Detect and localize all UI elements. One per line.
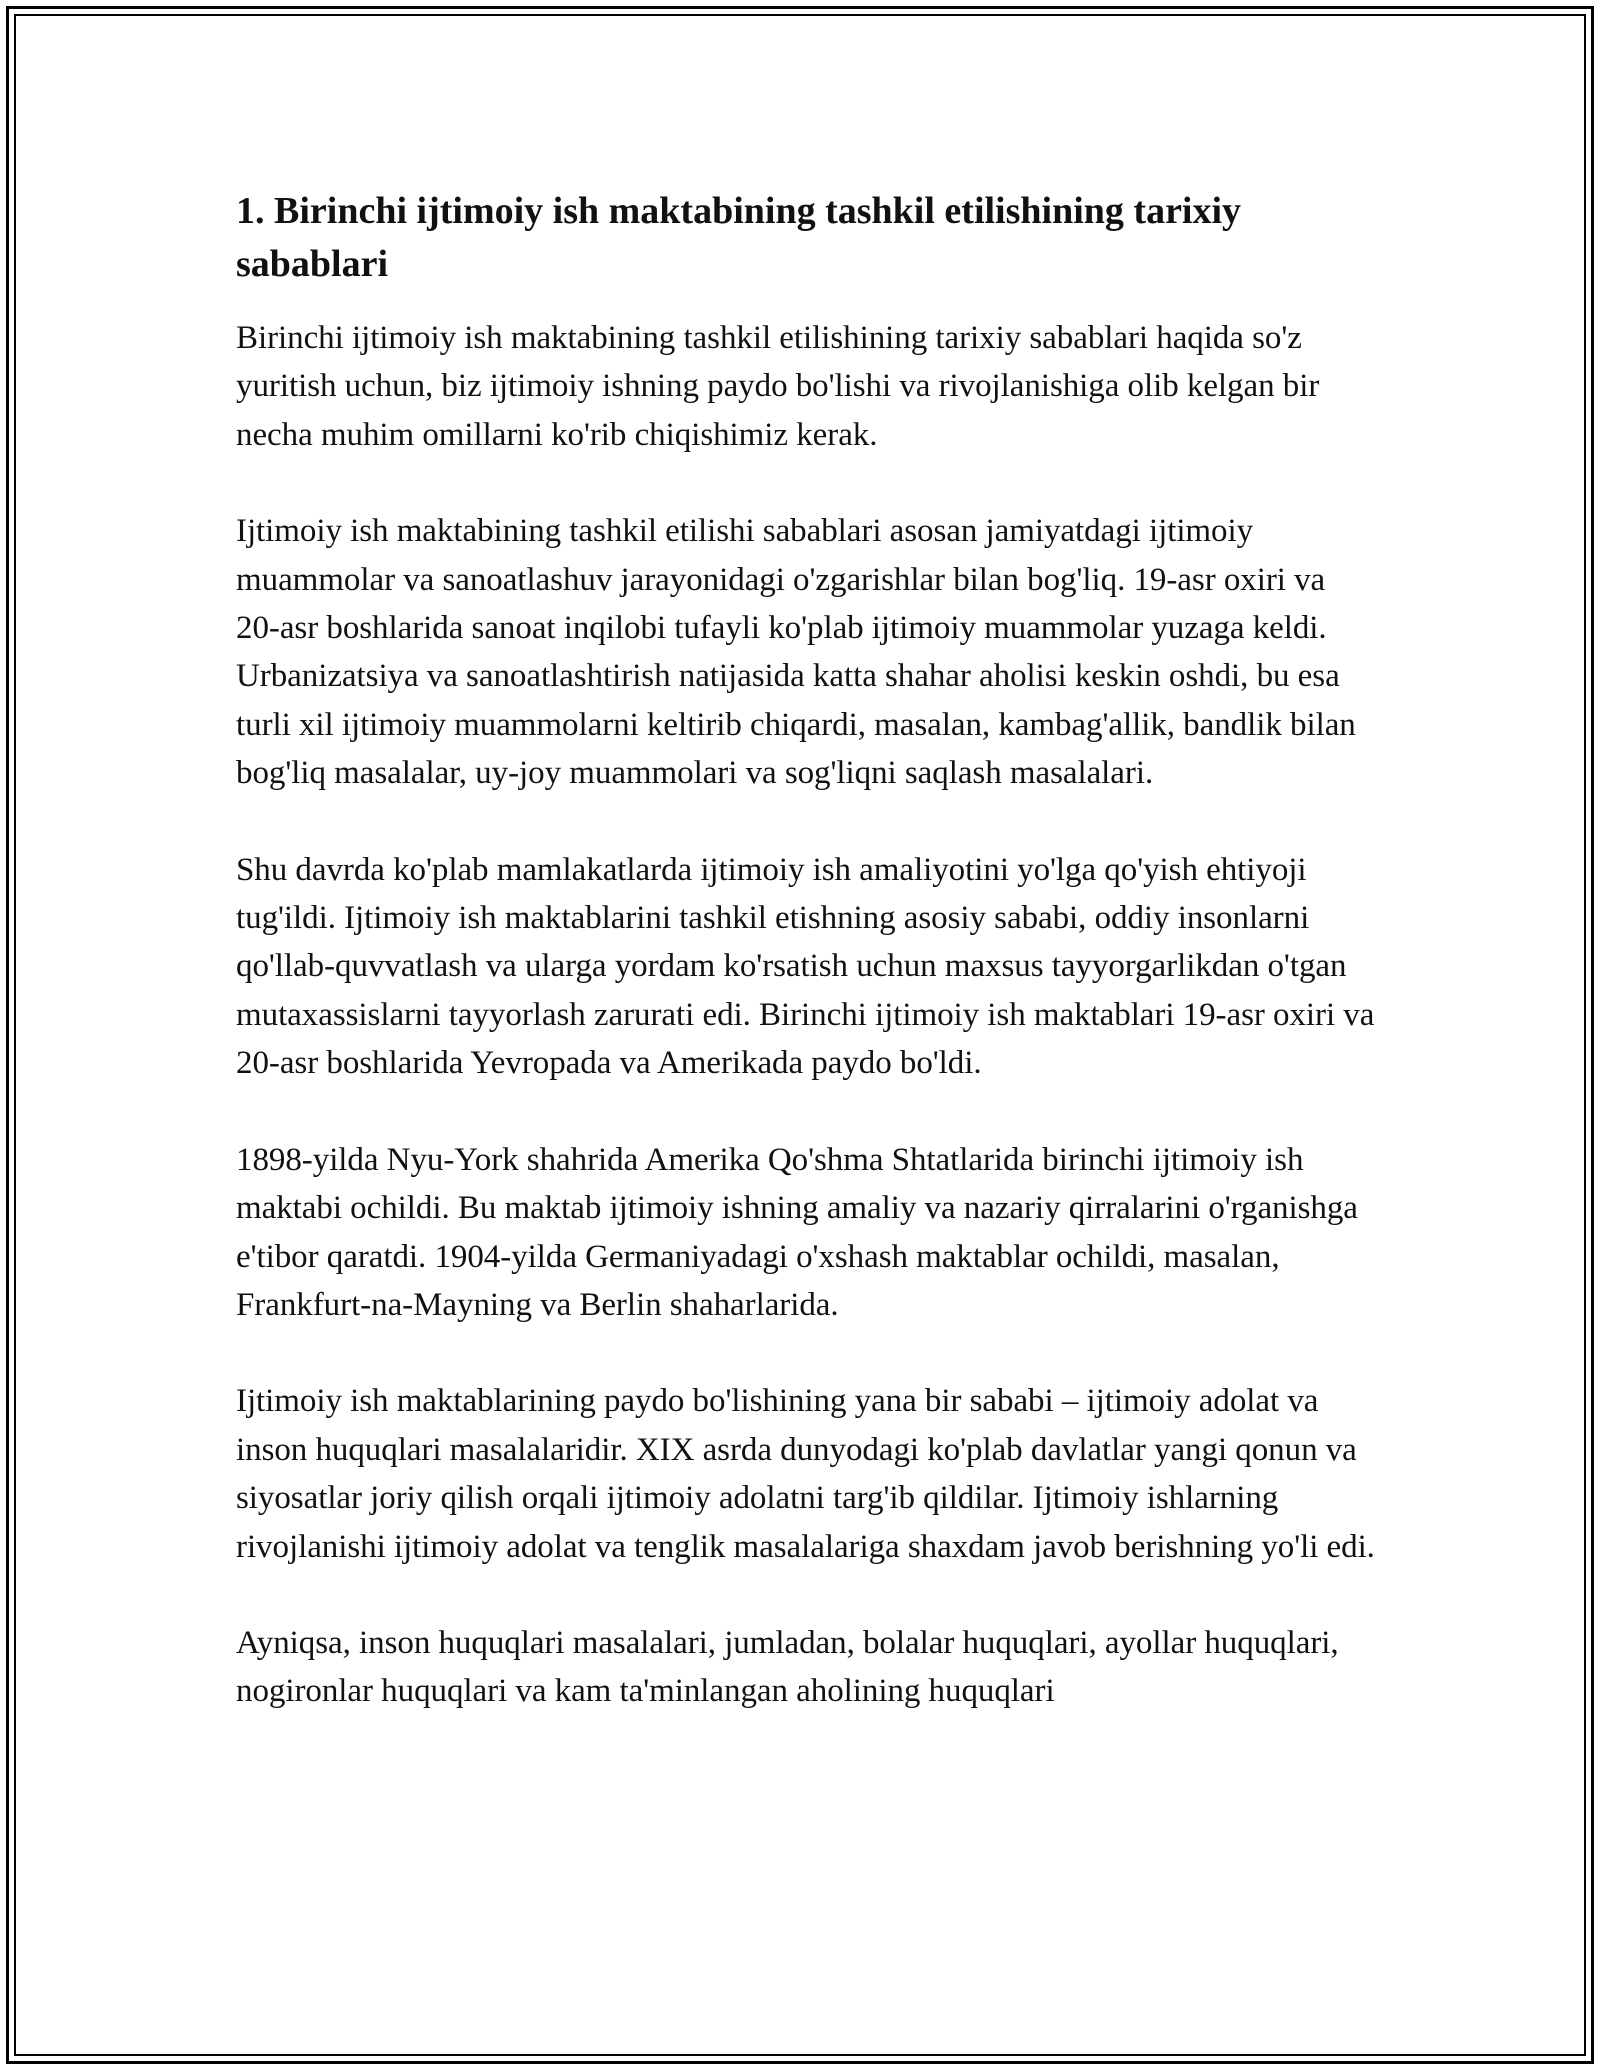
section-heading: 1. Birinchi ijtimoiy ish maktabining tashkil etilishining tarixiy sabablari (236, 190, 1242, 285)
paragraph-5: Ijtimoiy ish maktablarining paydo bo'lishining yana bir sababi – ijtimoiy adolat va inson huquqlari masalalaridir. XIX asrda dunyodagi ko'plab davlatlar yangi qonun va siyosatlar joriy qilish orqali ijtimoiy adolatni targ'ib qildilar. Ijtimoiy ishlarning rivojlanishi ijtimoiy adolat va tenglik masalalariga shaxdam javob berishning yo'li edi. (236, 1383, 1375, 1565)
paragraph-6: Ayniqsa, inson huquqlari masalalari, jumladan, bolalar huquqlari, ayollar huquqlari, nogironlar huquqlari va kam ta'minlangan aholining huquqlari (236, 1624, 1339, 1710)
document-body (236, 185, 1376, 1764)
paragraph-4: 1898-yilda Nyu-York shahrida Amerika Qo'shma Shtatlarida birinchi ijtimoiy ish maktabi ochildi. Bu maktab ijtimoiy ishning amaliy va nazariy qirralarini o'rganishga e'tibor qaratdi. 1904-yilda Germaniyadagi o'xshash maktablar ochildi, masalan, Frankfurt-na-Mayning va Berlin shaharlarida. (236, 1141, 1358, 1323)
paragraph-1: Birinchi ijtimoiy ish maktabining tashkil etilishining tarixiy sabablari haqida so'z yuritish uchun, biz ijtimoiy ishning paydo bo'lishi va rivojlanishiga olib kelgan bir necha muhim omillarni ko'rib chiqishimiz kerak. (236, 320, 1320, 453)
paragraph-3: Shu davrda ko'plab mamlakatlarda ijtimoiy ish amaliyotini yo'lga qo'yish ehtiyoji tug'ildi. Ijtimoiy ish maktablarini tashkil etishning asosiy sababi, oddiy insonlarni qo'llab-quvvatlash va ularga yordam ko'rsatish uchun maxsus tayyorgarlikdan o'tgan mutaxassislarni tayyorlash zarurati edi. Birinchi ijtimoiy ish maktablari 19-asr oxiri va 20-asr boshlarida Yevropada va Amerikada paydo bo'ldi. (236, 851, 1375, 1082)
paragraph-2: Ijtimoiy ish maktabining tashkil etilishi sabablari asosan jamiyatdagi ijtimoiy muammolar va sanoatlashuv jarayonidagi o'zgarishlar bilan bog'liq. 19-asr oxiri va 20-asr boshlarida sanoat inqilobi tufayli ko'plab ijtimoiy muammolar yuzaga keldi. Urbanizatsiya va sanoatlashtirish natijasida katta shahar aholisi keskin oshdi, bu esa turli xil ijtimoiy muammolarni keltirib chiqardi, masalan, kambag'allik, bandlik bilan bog'liq masalalar, uy-joy muammolari va sog'liqni saqlash masalalari. (236, 513, 1356, 792)
